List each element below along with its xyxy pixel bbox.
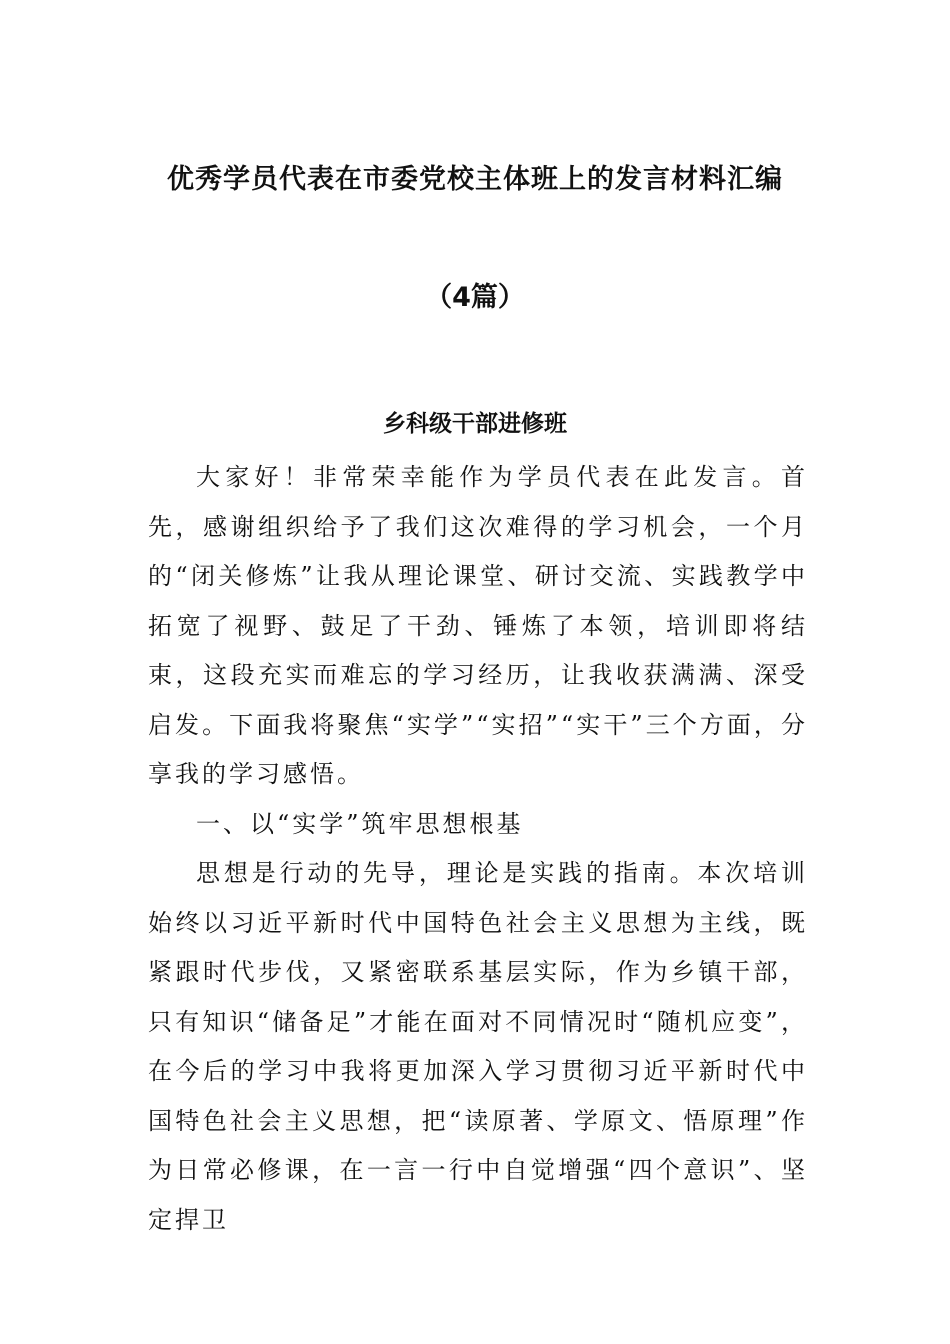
paragraph-heading-1: 一、以“实学”筑牢思想根基 (196, 809, 524, 838)
document-body (148, 453, 808, 1245)
paragraph-intro: 大家好！非常荣幸能作为学员代表在此发言。首先，感谢组织给予了我们这次难得的学习机会，一个月的“闭关修炼”让我从理论课堂、研讨交流、实践教学中拓宽了视野、鼓足了干劲、锤炼了本领，培训即将结束，这段充实而难忘的学习经历，让我收获满满、深受启发。下面我将聚焦“实学”“实招”“实干”三个方面，分享我的学习感悟。 (148, 463, 808, 788)
paragraph-body-1: 思想是行动的先导，理论是实践的指南。本次培训始终以习近平新时代中国特色社会主义思想为主线，既紧跟时代步伐，又紧密联系基层实际，作为乡镇干部，只有知识“储备足”才能在面对不同情况时“随机应变”，在今后的学习中我将更加深入学习贯彻习近平新时代中国特色社会主义思想，把“读原著、学原文、悟原理”作为日常必修课，在一言一行中自觉增强“四个意识”、坚定捍卫 (148, 859, 808, 1234)
section-heading: 乡科级干部进修班 (383, 411, 567, 437)
document-subtitle: （4篇） (425, 282, 525, 313)
document-title: 优秀学员代表在市委党校主体班上的发言材料汇编 (167, 164, 783, 195)
